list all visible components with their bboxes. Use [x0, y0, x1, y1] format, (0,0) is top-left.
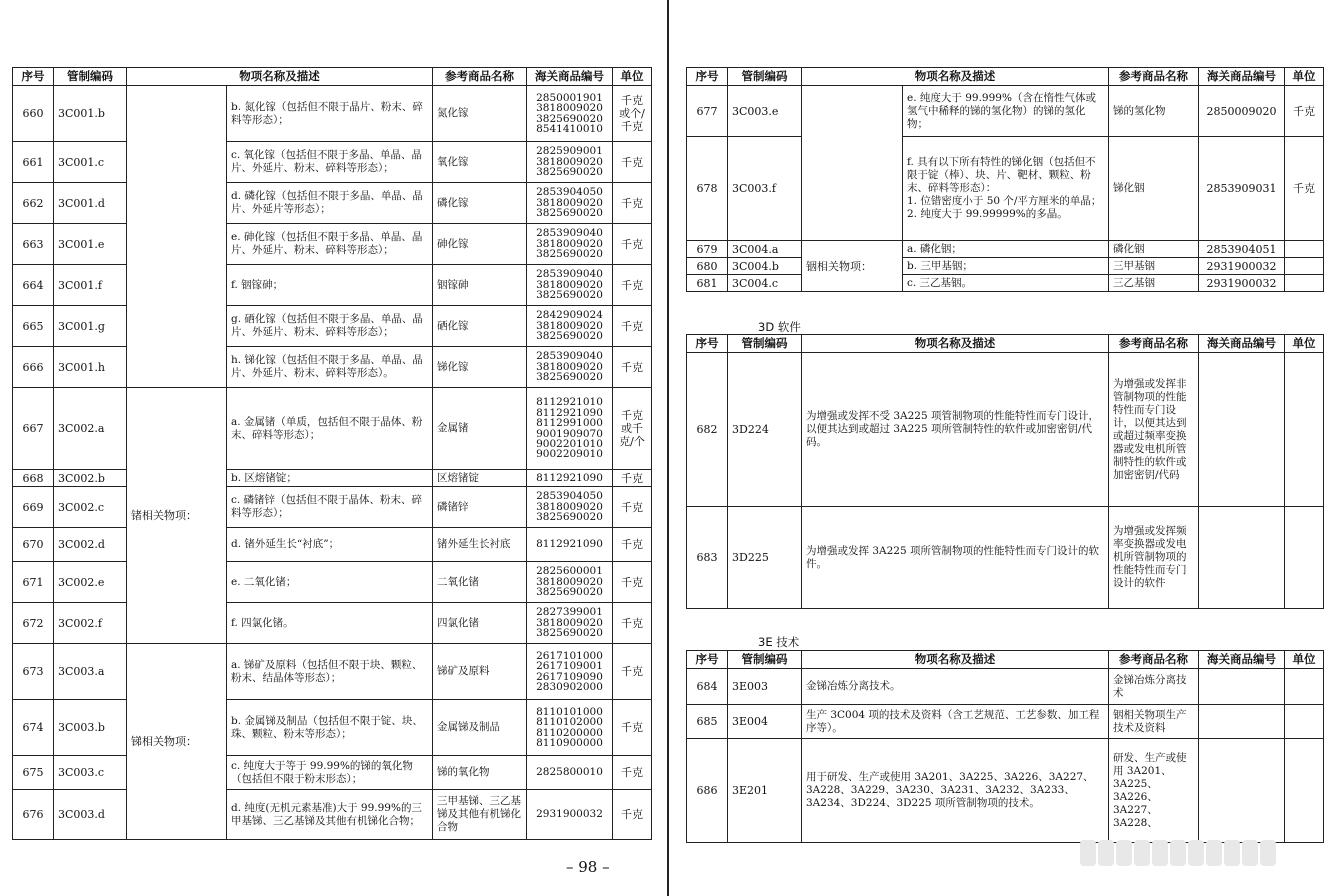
table-row: [13, 756, 652, 790]
item-description: [903, 137, 1109, 241]
item-description: b. 三甲基铟；: [903, 258, 1109, 275]
item-description: 为增强或发挥 3A225 项所管制物项的性能特性而专门设计的软件。: [802, 507, 1109, 609]
hs-code: 3818009020: [536, 196, 603, 209]
hs-code: 2827399001: [536, 606, 603, 619]
table-row: [13, 183, 652, 224]
row-number: 668: [13, 470, 54, 487]
right-control-table: [686, 67, 1324, 292]
hs-code: 3818009020: [536, 102, 603, 115]
table-row: [687, 275, 1324, 292]
table-row: [13, 306, 652, 347]
hs-code: 3818009020: [536, 319, 603, 332]
unit: [1285, 353, 1324, 507]
group-label-empty: [127, 86, 227, 388]
hs-code: 2850009020: [1199, 86, 1285, 137]
control-code: 3C003.a: [54, 644, 127, 700]
table-row: [13, 224, 652, 265]
control-code: 3C003.b: [54, 700, 127, 756]
header-description: 物项名称及描述: [802, 651, 1109, 669]
row-number: 684: [687, 669, 728, 705]
hs-codes: [527, 700, 613, 756]
description-line: 1. 位错密度小于 50 个/平方厘米的单晶；: [907, 195, 1102, 207]
unit: 千克或千克/个: [613, 388, 652, 470]
control-code: 3C003.e: [728, 86, 802, 137]
table-header-row: [687, 651, 1324, 669]
commodity-name: 砷化镓: [433, 224, 527, 265]
commodity-name: 磷锗锌: [433, 487, 527, 528]
header-code: 管制编码: [54, 68, 127, 86]
unit: 千克: [613, 265, 652, 306]
header-description: 物项名称及描述: [802, 335, 1109, 353]
unit: [1285, 705, 1324, 739]
unit: 千克: [613, 470, 652, 487]
row-number: 681: [687, 275, 728, 292]
commodity-name: 锑的氧化物: [433, 756, 527, 790]
control-code: 3C004.b: [728, 258, 802, 275]
hs-code: 3825690020: [536, 511, 603, 524]
item-description: d. 纯度(无机元素基准)大于 99.99%的三甲基锑、三乙基锑及其他有机锑化合物；: [227, 790, 433, 840]
commodity-name: 三甲基铟: [1109, 258, 1199, 275]
hs-code: 2853904050: [536, 490, 603, 503]
table-row: [687, 507, 1324, 609]
software-table: [686, 334, 1324, 609]
control-code: 3C004.c: [728, 275, 802, 292]
unit: 千克或个/千克: [613, 86, 652, 142]
group-label: 锑相关物项：: [127, 644, 227, 840]
control-code: 3C003.d: [54, 790, 127, 840]
table-row: [687, 705, 1324, 739]
hs-code: 2931900032: [536, 808, 603, 821]
hs-codes: [527, 142, 613, 183]
table-row: [687, 739, 1324, 843]
header-commodity-name: 参考商品名称: [1109, 68, 1199, 86]
item-description: f. 四氯化锗。: [227, 603, 433, 644]
row-number: 667: [13, 388, 54, 470]
table-row: [13, 603, 652, 644]
row-number: 682: [687, 353, 728, 507]
hs-codes: [527, 562, 613, 603]
row-number: 674: [13, 700, 54, 756]
item-description: d. 磷化镓（包括但不限于多晶、单晶、晶片、外延片等形态）；: [227, 183, 433, 224]
hs-code: 3825690020: [536, 371, 603, 384]
hs-code: 2825800010: [536, 766, 603, 779]
hs-code: [1199, 507, 1285, 609]
unit: 千克: [613, 142, 652, 183]
hs-codes: [527, 86, 613, 142]
table-row: [687, 241, 1324, 258]
unit: [1285, 275, 1324, 292]
hs-code: 9002201010: [536, 437, 603, 450]
table-header-row: [687, 335, 1324, 353]
description-line: 2. 纯度大于 99.99999%的多晶。: [907, 208, 1068, 220]
hs-code: [1199, 669, 1285, 705]
group-label: 锗相关物项：: [127, 388, 227, 644]
hs-code: 3825690020: [536, 166, 603, 179]
commodity-name: 氧化镓: [433, 142, 527, 183]
hs-code: 3825690020: [536, 289, 603, 302]
header-hs-code: 海关商品编号: [1199, 335, 1285, 353]
hs-code: 3818009020: [536, 155, 603, 168]
header-no: 序号: [13, 68, 54, 86]
header-hs-code: 海关商品编号: [1199, 651, 1285, 669]
header-commodity-name: 参考商品名称: [1109, 651, 1199, 669]
hs-code: 2617109001: [536, 660, 603, 673]
hs-codes: [527, 347, 613, 388]
item-description: e. 二氧化锗；: [227, 562, 433, 603]
hs-code: 3825690020: [536, 627, 603, 640]
header-unit: 单位: [1285, 68, 1324, 86]
hs-code: 3825690020: [536, 207, 603, 220]
hs-code: 2931900032: [1199, 258, 1285, 275]
item-description: d. 锗外延生长“衬底”；: [227, 528, 433, 562]
header-description: 物项名称及描述: [127, 68, 433, 86]
hs-code: 8112991000: [536, 417, 603, 430]
table-row: [687, 258, 1324, 275]
row-number: 683: [687, 507, 728, 609]
commodity-name: 锑化镓: [433, 347, 527, 388]
row-number: 665: [13, 306, 54, 347]
item-description: 金锑冶炼分离技术。: [802, 669, 1109, 705]
unit: 千克: [613, 700, 652, 756]
table-row: [13, 644, 652, 700]
control-code: 3C001.b: [54, 86, 127, 142]
row-number: 675: [13, 756, 54, 790]
hs-code: 8112921090: [536, 538, 603, 551]
unit: 千克: [613, 183, 652, 224]
group-label: 铟相关物项：: [802, 241, 903, 292]
table-row: [13, 265, 652, 306]
hs-code: 3818009020: [536, 616, 603, 629]
section-title-software: 3D 软件: [758, 320, 801, 334]
row-number: 662: [13, 183, 54, 224]
row-number: 661: [13, 142, 54, 183]
hs-codes: [527, 603, 613, 644]
control-code: 3C002.b: [54, 470, 127, 487]
hs-code: 8110900000: [536, 736, 603, 749]
commodity-name: 锑化铟: [1109, 137, 1199, 241]
item-description: g. 硒化镓（包括但不限于多晶、单晶、晶片、外延片、粉末、碎料等形态）；: [227, 306, 433, 347]
table-row: [13, 487, 652, 528]
header-commodity-name: 参考商品名称: [1109, 335, 1199, 353]
item-description: 用于研发、生产或使用 3A201、3A225、3A226、3A227、3A228、3A229、3A230、3A231、3A232、3A233、3A234、3D224、3D225 项所管制物项的技术。: [802, 739, 1109, 843]
header-unit: 单位: [1285, 335, 1324, 353]
table-row: [13, 388, 652, 470]
unit: [1285, 258, 1324, 275]
header-commodity-name: 参考商品名称: [433, 68, 527, 86]
hs-code: 3818009020: [536, 237, 603, 250]
hs-codes: [527, 487, 613, 528]
group-label-empty: [802, 86, 903, 241]
control-code: 3C001.e: [54, 224, 127, 265]
table-row: [13, 142, 652, 183]
commodity-name: 氮化镓: [433, 86, 527, 142]
hs-code: 2842909024: [536, 309, 603, 322]
table-row: [13, 470, 652, 487]
technology-table: [686, 650, 1324, 843]
item-description: 生产 3C004 项的技术及资料（含工艺规范、工艺参数、加工程序等）。: [802, 705, 1109, 739]
item-description: a. 磷化铟；: [903, 241, 1109, 258]
unit: [1285, 241, 1324, 258]
item-description: a. 锑矿及原料（包括但不限于块、颗粒、粉末、结晶体等形态）；: [227, 644, 433, 700]
header-code: 管制编码: [728, 335, 802, 353]
table-row: [13, 528, 652, 562]
control-code: 3C002.d: [54, 528, 127, 562]
control-code: 3C001.f: [54, 265, 127, 306]
unit: 千克: [613, 562, 652, 603]
item-description: c. 氧化镓（包括但不限于多晶、单晶、晶片、外延片、粉末、碎料等形态）；: [227, 142, 433, 183]
control-code: 3C002.f: [54, 603, 127, 644]
commodity-name: 锑的氢化物: [1109, 86, 1199, 137]
item-description: c. 磷锗锌（包括但不限于晶体、粉末、碎料等形态）；: [227, 487, 433, 528]
unit: 千克: [1285, 86, 1324, 137]
control-code: 3C002.a: [54, 388, 127, 470]
header-code: 管制编码: [728, 68, 802, 86]
item-description: c. 纯度大于等于 99.99%的锑的氧化物（包括但不限于粉末形态）；: [227, 756, 433, 790]
table-row: [687, 86, 1324, 137]
unit: 千克: [613, 528, 652, 562]
control-code: 3D225: [728, 507, 802, 609]
unit: 千克: [613, 306, 652, 347]
header-unit: 单位: [613, 68, 652, 86]
hs-code: 2830902000: [536, 680, 603, 693]
page-divider: [667, 0, 669, 896]
hs-code: 3825690020: [536, 586, 603, 599]
hs-codes: [527, 183, 613, 224]
item-description: e. 纯度大于 99.999%（含在惰性气体或氢气中稀释的锑的氢化物）的锑的氢化物；: [903, 86, 1109, 137]
row-number: 677: [687, 86, 728, 137]
control-code: 3C001.g: [54, 306, 127, 347]
commodity-name: 为增强或发挥频率变换器或发电机所管制物项的性能特性而专门设计的软件: [1109, 507, 1199, 609]
section-title-technology: 3E 技术: [758, 635, 800, 649]
unit: [1285, 739, 1324, 843]
hs-code: 2853904051: [1199, 241, 1285, 258]
unit: 千克: [613, 224, 652, 265]
table-row: [687, 137, 1324, 241]
hs-code: 8112921090: [536, 406, 603, 419]
item-description: b. 氮化镓（包括但不限于晶片、粉末、碎料等形态）；: [227, 86, 433, 142]
commodity-name: 研发、生产或使用 3A201、3A225、3A226、3A227、3A228、: [1109, 739, 1199, 843]
control-code: 3E004: [728, 705, 802, 739]
hs-codes: [527, 756, 613, 790]
item-description: 为增强或发挥不受 3A225 项管制物项的性能特性而专门设计，以便其达到或超过 3A225 项所管制特性的软件或加密密钥/代码。: [802, 353, 1109, 507]
hs-code: 8112921010: [536, 396, 603, 409]
item-description: a. 金属锗（单质，包括但不限于晶体、粉末、碎料等形态）；: [227, 388, 433, 470]
hs-code: 8110102000: [536, 716, 603, 729]
unit: 千克: [613, 347, 652, 388]
item-description: e. 砷化镓（包括但不限于多晶、单晶、晶片、外延片、粉末、碎料等形态）；: [227, 224, 433, 265]
commodity-name: 为增强或发挥非管制物项的性能特性而专门设计，以便其达到或超过频率变换器或发电机所管制特性的软件或加密密钥/代码: [1109, 353, 1199, 507]
table-header-row: [687, 68, 1324, 86]
control-code: 3E003: [728, 669, 802, 705]
hs-code: 2617109090: [536, 670, 603, 683]
hs-code: 2825600001: [536, 565, 603, 578]
hs-code: 8110200000: [536, 726, 603, 739]
hs-code: 8541410010: [536, 122, 603, 135]
item-description: b. 金属锑及制品（包括但不限于锭、块、珠、颗粒、粉末等形态）；: [227, 700, 433, 756]
control-code: 3C002.c: [54, 487, 127, 528]
control-code: 3C001.c: [54, 142, 127, 183]
description-line: f. 具有以下所有特性的锑化铟（包括但不限于锭（棒）、块、片、靶材、颗粒、粉末、碎料等形态）：: [907, 156, 1096, 194]
hs-code: 2617101000: [536, 649, 603, 662]
commodity-name: 金锑冶炼分离技术: [1109, 669, 1199, 705]
row-number: 663: [13, 224, 54, 265]
table-row: [13, 700, 652, 756]
hs-code: 2825909001: [536, 145, 603, 158]
hs-codes: [527, 644, 613, 700]
header-hs-code: 海关商品编号: [1199, 68, 1285, 86]
control-code: 3C002.e: [54, 562, 127, 603]
hs-code: 3825690020: [536, 330, 603, 343]
hs-codes: [527, 265, 613, 306]
hs-code: 3818009020: [536, 360, 603, 373]
row-number: 666: [13, 347, 54, 388]
table-row: [13, 347, 652, 388]
row-number: 671: [13, 562, 54, 603]
control-code: 3C001.d: [54, 183, 127, 224]
row-number: 673: [13, 644, 54, 700]
hs-code: 2853909040: [536, 268, 603, 281]
hs-codes: [527, 790, 613, 840]
hs-code: 3825690020: [536, 248, 603, 261]
control-code: 3E201: [728, 739, 802, 843]
item-description: c. 三乙基铟。: [903, 275, 1109, 292]
table-row: [13, 562, 652, 603]
hs-code: [1199, 739, 1285, 843]
header-unit: 单位: [1285, 651, 1324, 669]
hs-code: 8112921090: [536, 471, 603, 484]
commodity-name: 锑矿及原料: [433, 644, 527, 700]
control-code: 3C004.a: [728, 241, 802, 258]
unit: [1285, 507, 1324, 609]
hs-code: 3825690020: [536, 112, 603, 125]
hs-code: 9002209010: [536, 448, 603, 461]
header-code: 管制编码: [728, 651, 802, 669]
unit: 千克: [613, 487, 652, 528]
commodity-name: 区熔锗锭: [433, 470, 527, 487]
commodity-name: 磷化铟: [1109, 241, 1199, 258]
hs-codes: [527, 306, 613, 347]
row-number: 669: [13, 487, 54, 528]
unit: 千克: [1285, 137, 1324, 241]
hs-code: [1199, 705, 1285, 739]
commodity-name: 四氯化锗: [433, 603, 527, 644]
item-description: h. 锑化镓（包括但不限于多晶、单晶、晶片、外延片、粉末、碎料等形态）。: [227, 347, 433, 388]
watermark-logo: [1080, 840, 1320, 876]
control-code: 3C001.h: [54, 347, 127, 388]
row-number: 670: [13, 528, 54, 562]
unit: [1285, 669, 1324, 705]
commodity-name: 金属锗: [433, 388, 527, 470]
commodity-name: 三甲基锑、三乙基锑及其他有机锑化合物: [433, 790, 527, 840]
hs-code: 8110101000: [536, 705, 603, 718]
table-row: [687, 353, 1324, 507]
table-row: [13, 790, 652, 840]
control-code: 3D224: [728, 353, 802, 507]
commodity-name: 金属锑及制品: [433, 700, 527, 756]
commodity-name: 二氧化锗: [433, 562, 527, 603]
unit: 千克: [613, 644, 652, 700]
row-number: 676: [13, 790, 54, 840]
hs-code: 9001909070: [536, 427, 603, 440]
hs-code: 2853909040: [536, 227, 603, 240]
hs-codes: [527, 388, 613, 470]
row-number: 678: [687, 137, 728, 241]
row-number: 679: [687, 241, 728, 258]
table-header-row: [13, 68, 652, 86]
header-no: 序号: [687, 335, 728, 353]
commodity-name: 铟相关物项生产技术及资料: [1109, 705, 1199, 739]
commodity-name: 锗外延生长衬底: [433, 528, 527, 562]
commodity-name: 硒化镓: [433, 306, 527, 347]
hs-codes: [527, 528, 613, 562]
hs-codes: [527, 470, 613, 487]
header-no: 序号: [687, 68, 728, 86]
hs-code: 3818009020: [536, 500, 603, 513]
row-number: 686: [687, 739, 728, 843]
hs-code: 3818009020: [536, 575, 603, 588]
hs-code: 2853904050: [536, 186, 603, 199]
row-number: 660: [13, 86, 54, 142]
unit: 千克: [613, 603, 652, 644]
hs-codes: [527, 224, 613, 265]
row-number: 664: [13, 265, 54, 306]
row-number: 680: [687, 258, 728, 275]
table-row: [687, 669, 1324, 705]
header-hs-code: 海关商品编号: [527, 68, 613, 86]
unit: 千克: [613, 756, 652, 790]
item-description: b. 区熔锗锭；: [227, 470, 433, 487]
page-number: – 98 –: [566, 858, 610, 876]
row-number: 685: [687, 705, 728, 739]
hs-code: 2853909040: [536, 350, 603, 363]
table-row: [13, 86, 652, 142]
control-code: 3C003.f: [728, 137, 802, 241]
control-code: 3C003.c: [54, 756, 127, 790]
row-number: 672: [13, 603, 54, 644]
hs-code: 2853909031: [1199, 137, 1285, 241]
unit: 千克: [613, 790, 652, 840]
commodity-name: 三乙基铟: [1109, 275, 1199, 292]
hs-code: 2931900032: [1199, 275, 1285, 292]
item-description: f. 铟镓砷；: [227, 265, 433, 306]
header-description: 物项名称及描述: [802, 68, 1109, 86]
commodity-name: 铟镓砷: [433, 265, 527, 306]
hs-code: [1199, 353, 1285, 507]
commodity-name: 磷化镓: [433, 183, 527, 224]
hs-code: 2850001901: [536, 91, 603, 104]
hs-code: 3818009020: [536, 278, 603, 291]
header-no: 序号: [687, 651, 728, 669]
left-control-table: [12, 67, 652, 840]
